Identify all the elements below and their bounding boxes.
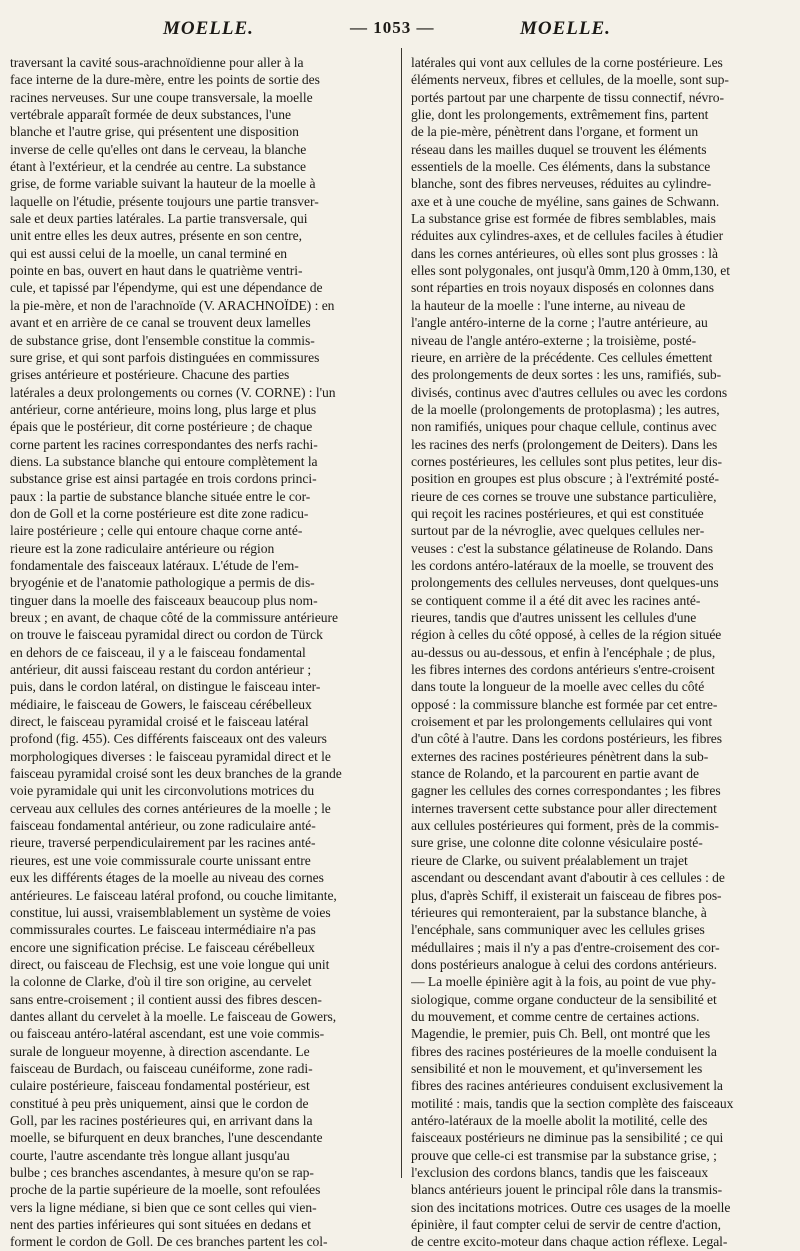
text-line: réduites aux cylindres-axes, et de cellules faciles à étudier	[411, 228, 724, 244]
text-line: antérieures. Le faisceau latéral profond, ou couche limitante,	[10, 887, 337, 903]
text-line: grise, de forme variable suivant la hauteur de la moelle à	[10, 176, 316, 192]
text-line: fondamentale des faisceaux latéraux. L'étude de l'em-	[10, 557, 299, 573]
text-line: stance de Rolando, et la parcourent en partie avant de	[411, 766, 699, 782]
text-line: traversant la cavité sous-arachnoïdienne pour aller à la	[10, 55, 304, 70]
text-line: rieure de Clarke, ou suivent préalablement un trajet	[411, 852, 688, 868]
text-line: — La moelle épinière agit à la fois, au point de vue phy-	[411, 974, 716, 990]
text-line: médiaire, le faisceau de Gowers, le faisceau cérébelleux	[10, 696, 312, 712]
text-line: vertébrale apparaît formée de deux substances, l'une	[10, 107, 292, 123]
text-line: d'un côté à l'autre. Dans les cordons postérieurs, les fibres	[411, 731, 723, 747]
text-line: rieures, tandis que d'autres unissent les cellules d'une	[411, 610, 697, 625]
text-line: épais que le postérieur, dit corne postérieure ; de chaque	[10, 419, 313, 435]
text-line: diens. La substance blanche qui entoure complètement la	[10, 453, 318, 469]
text-line: glie, dont les prolongements, extrêmement fins, partent	[411, 107, 709, 123]
text-line: ascendant ou descendant avant d'aboutir à ces cellules : de	[411, 870, 725, 886]
text-line: de la pie-mère, pénètrent dans l'organe, et forment un	[411, 124, 699, 140]
text-line: laire postérieure ; celle qui entoure chaque corne anté-	[10, 523, 303, 539]
text-line: les fibres internes des cordons antérieurs s'entre-croisent	[411, 662, 715, 678]
text-line: siologique, comme organe conducteur de la sensibilité et	[411, 991, 717, 1007]
text-line: elles sont polygonales, ont jusqu'à 0mm,120 à 0mm,130, et	[411, 263, 731, 279]
right-column	[411, 54, 789, 1251]
text-line: sure grise, et qui sont parfois distinguées en commissures	[10, 349, 320, 365]
text-line: motilité : mais, tandis que la section complète des faisceaux	[411, 1095, 734, 1111]
text-line: qui est aussi celui de la moelle, un canal terminé en	[10, 245, 288, 261]
text-line: prouve que celle-ci est transmise par la substance grise, ;	[411, 1147, 717, 1163]
text-line: croisement et par les prolongements cellulaires qui vont	[411, 714, 713, 730]
text-line: en dehors de ce faisceau, il y a le faisceau fondamental	[10, 644, 306, 660]
text-line: don de Goll et la corne postérieure est dite zone radicu-	[10, 505, 309, 521]
text-line: commissurales courtes. Le faisceau intermédiaire n'a pas	[10, 922, 316, 938]
text-line: on trouve le faisceau pyramidal direct ou cordon de Türck	[10, 627, 323, 643]
text-line: l'exclusion des cordons blancs, tandis que les faisceaux	[411, 1165, 709, 1180]
text-line: opposé : la commissure blanche est formée par cet entre-	[411, 696, 718, 712]
text-line: fibres des racines antérieures conduisent exclusivement la	[411, 1078, 723, 1094]
text-line: direct, ou faisceau de Flechsig, est une voie longue qui unit	[10, 956, 330, 972]
text-line: culaire postérieure, faisceau fondamental postérieur, est	[10, 1078, 310, 1094]
text-line: épinière, il faut compter celui de servir de centre d'action,	[411, 1217, 722, 1233]
text-line: antéro-latéraux de la moelle abolit la motilité, celle des	[411, 1112, 708, 1128]
running-header	[0, 8, 800, 39]
text-line: face interne de la dure-mère, entre les points de sortie des	[10, 72, 320, 88]
text-line: qui reçoit les racines postérieures, et qui est constituée	[411, 505, 704, 521]
text-line: sure grise, une colonne dite colonne vésiculaire posté-	[411, 835, 703, 851]
header-right-title: MOELLE.	[520, 18, 611, 39]
text-line: médullaires ; mais il n'y a pas d'entre-croisement des cor-	[411, 939, 720, 955]
text-line: latérales qui vont aux cellules de la corne postérieure. Les	[411, 55, 723, 70]
text-line: divisés, continus avec d'autres cellules ou avec les cordons	[411, 384, 728, 400]
text-line: prolongements des cellules nerveuses, dont quelques-uns	[411, 575, 719, 591]
text-line: rieure de ces cornes se trouve une substance particulière,	[411, 488, 717, 504]
text-line: la hauteur de la moelle : l'une interne, au niveau de	[411, 297, 686, 313]
text-line: blancs antérieurs jouent le principal rôle dans la transmis-	[411, 1182, 723, 1198]
text-line: dans toute la longueur de la moelle avec celles du côté	[411, 679, 705, 695]
text-line: pointe en bas, ouvert en haut dans le quatrième ventri-	[10, 263, 303, 279]
text-line: rieures, est une voie commissurale courte unissant entre	[10, 852, 311, 868]
text-line: eux les différents étages de la moelle au niveau des cornes	[10, 870, 324, 886]
text-line: térieures qui remonteraient, par la substance blanche, à	[411, 904, 707, 920]
text-line: les racines des nerfs (prolongement de Deiters). Dans les	[411, 436, 718, 452]
header-left-title: MOELLE.	[163, 18, 254, 39]
page-number: — 1053 —	[350, 18, 435, 37]
text-line: réseau dans les mailles duquel se trouvent les éléments	[411, 141, 707, 157]
text-line: faisceau pyramidal croisé sont les deux branches de la grande	[10, 766, 342, 782]
text-line: dantes allant du cervelet à la moelle. Le faisceau de Gowers,	[10, 1008, 337, 1024]
text-line: direct, le faisceau pyramidal croisé et le faisceau latéral	[10, 714, 309, 730]
text-line: inverse de celle qu'elles ont dans le cerveau, la blanche	[10, 141, 307, 157]
text-line: profond (fig. 455). Ces différents faisceaux ont des valeurs	[10, 731, 327, 747]
text-line: vers la ligne médiane, si bien que ce sont celles qui vien-	[10, 1199, 317, 1215]
text-line: blanche et l'autre grise, qui présentent une disposition	[10, 124, 299, 140]
text-line: des prolongements de deux sortes : les uns, ramifiés, sub-	[411, 367, 722, 383]
text-line: au-dessus ou au-dessous, et enfin à l'encéphale ; de plus,	[411, 644, 716, 660]
text-line: internes traversent cette substance pour aller directement	[411, 800, 717, 816]
text-line: laquelle on l'étudie, présente toujours une partie transver-	[10, 193, 319, 209]
text-line: non ramifiés, uniques pour chaque cellule, continus avec	[411, 419, 717, 435]
text-line: éléments nerveux, fibres et cellules, de la moelle, sont sup-	[411, 72, 729, 88]
text-line: externes des racines postérieures pénètrent dans la sub-	[411, 748, 709, 764]
text-line: sensibilité et non le mouvement, et qu'inversement les	[411, 1060, 703, 1076]
text-line: Magendie, le premier, puis Ch. Bell, ont montré que les	[411, 1026, 711, 1042]
text-line: antérieur, corne antérieure, moins long, plus large et plus	[10, 401, 317, 417]
text-line: constitué à peu près uniquement, ainsi que le cordon de	[10, 1095, 309, 1111]
text-line: unit entre elles les deux autres, présente en son centre,	[10, 228, 302, 244]
left-column	[10, 54, 392, 1251]
text-line: substance grise est ainsi partagée en trois cordons princi-	[10, 471, 317, 487]
text-line: plus, d'après Schiff, il existerait un faisceau de fibres pos-	[411, 887, 722, 903]
text-line: racines nerveuses. Sur une coupe transversale, la moelle	[10, 89, 313, 105]
text-line: ou faisceau antéro-latéral ascendant, est une voie commis-	[10, 1026, 325, 1042]
text-line: dons postérieurs analogue à celui des cordons antérieurs.	[411, 956, 717, 972]
text-line: grises antérieure et postérieure. Chacune des parties	[10, 367, 290, 383]
text-line: l'angle antéro-interne de la corne ; l'autre antérieure, au	[411, 315, 708, 331]
text-line: essentiels de la moelle. Ces éléments, dans la substance	[411, 159, 711, 175]
column-divider	[401, 48, 402, 1178]
text-line: blanche, sont des fibres nerveuses, réduites au cylindre-	[411, 176, 712, 192]
text-line: morphologiques diverses : le faisceau pyramidal direct et le	[10, 748, 331, 764]
text-line: latérales a deux prolongements ou cornes (V. CORNE) : l'un	[10, 384, 336, 400]
text-line: veuses : c'est la substance gélatineuse de Rolando. Dans	[411, 540, 714, 556]
text-line: antérieur, dit aussi faisceau restant du cordon antérieur ;	[10, 662, 312, 678]
text-line: tinguer dans la moelle des faisceaux beaucoup plus nom-	[10, 592, 318, 608]
text-line: nent des parties inférieures qui sont situées en dedans et	[10, 1217, 311, 1233]
text-line: sont réparties en trois noyaux disposés en colonnes dans	[411, 280, 715, 296]
text-line: les cordons antéro-latéraux de la moelle, se trouvent des	[411, 557, 714, 573]
text-line: forment le cordon de Goll. De ces branches partent les col-	[10, 1234, 328, 1250]
text-line: constitue, lui aussi, vraisemblablement un système de voies	[10, 904, 331, 920]
text-line: portés partout par une charpente de tissu connectif, névro-	[411, 89, 724, 105]
text-line: rieure est la zone radiculaire antérieure ou région	[10, 540, 275, 556]
text-line: aux cellules postérieures qui forment, près de la commis-	[411, 818, 719, 834]
text-line: niveau de l'angle antéro-externe ; la troisième, posté-	[411, 332, 697, 348]
text-line: la pie-mère, et non de l'arachnoïde (V. ARACHNOÏDE) : en	[10, 297, 335, 313]
text-line: bulbe ; ces branches ascendantes, à mesure qu'on se rap-	[10, 1165, 314, 1180]
text-line: région à celles du côté opposé, à celles de la région située	[411, 627, 722, 643]
text-line: sale et deux parties latérales. La partie transversale, qui	[10, 211, 308, 227]
text-line: rieure, traversé perpendiculairement par les racines anté-	[10, 835, 316, 851]
text-line: gagner les cellules des cornes correspondantes ; les fibres	[411, 783, 721, 799]
text-line: dans les cornes antérieures, où elles sont plus grosses : là	[411, 245, 718, 261]
text-line: se contiquent comme il a été dit avec les racines anté-	[411, 592, 701, 608]
text-line: de la moelle (prolongements de protoplasma) ; les autres,	[411, 401, 720, 417]
text-line: corne partent les racines correspondantes des nerfs rachi-	[10, 436, 318, 452]
text-line: sans entre-croisement ; il contient aussi des fibres descen-	[10, 991, 322, 1007]
text-line: faisceau de Burdach, ou faisceau cunéiforme, zone radi-	[10, 1060, 313, 1076]
text-line: voie pyramidale qui unit les circonvolutions motrices du	[10, 783, 315, 799]
text-line: puis, dans le cordon latéral, on distingue le faisceau inter-	[10, 679, 321, 695]
text-line: La substance grise est formée de fibres semblables, mais	[411, 211, 716, 227]
text-line: moelle, se bifurquent en deux branches, l'une descendante	[10, 1130, 323, 1146]
text-line: cornes postérieures, les cellules sont plus petites, leur dis-	[411, 453, 722, 469]
text-line: cule, et tapissé par l'épendyme, qui est une dépendance de	[10, 280, 323, 296]
text-line: rieure, en arrière de la précédente. Ces cellules émettent	[411, 349, 713, 365]
text-line: de substance grise, dont l'ensemble constitue la commis-	[10, 332, 315, 348]
text-line: axe et à une couche de myéline, sans gaines de Schwann.	[411, 193, 720, 209]
text-line: courte, l'autre ascendante très longue allant jusqu'au	[10, 1147, 290, 1163]
text-line: surtout par de la névroglie, avec quelques cellules ner-	[411, 523, 705, 539]
text-line: paux : la partie de substance blanche située entre le cor-	[10, 488, 311, 504]
text-line: faisceaux postérieurs ne diminue pas la sensibilité ; ce qui	[411, 1130, 724, 1146]
text-line: de centre excito-moteur dans chaque action réflexe. Legal-	[411, 1234, 728, 1250]
text-line: sion des incitations motrices. Outre ces usages de la moelle	[411, 1199, 731, 1215]
text-line: l'encéphale, sans communiquer avec les cellules grises	[411, 922, 705, 938]
text-line: proche de la partie supérieure de la moelle, sont refoulées	[10, 1182, 321, 1198]
text-line: étant à l'extérieur, et la cendrée au centre. La substance	[10, 159, 307, 175]
text-line: position en groupes est plus obscure ; à l'extrémité posté-	[411, 471, 719, 487]
text-line: encore une signification précise. Le faisceau cérébelleux	[10, 939, 315, 955]
text-line: faisceau fondamental antérieur, ou zone radiculaire anté-	[10, 818, 316, 834]
text-line: Goll, par les racines postérieures qui, en arrivant dans la	[10, 1112, 313, 1128]
text-line: la colonne de Clarke, d'où il tire son origine, au cervelet	[10, 974, 312, 990]
text-line: fibres des racines postérieures de la moelle conduisent la	[411, 1043, 717, 1059]
text-line: cerveau aux cellules des cornes antérieures de la moelle ; le	[10, 800, 331, 816]
text-line: bryogénie et de l'anatomie pathologique a permis de dis-	[10, 575, 315, 591]
text-line: avant et en arrière de ce canal se trouvent deux lamelles	[10, 315, 311, 331]
text-line: breux ; en avant, de chaque côté de la commissure antérieure	[10, 610, 339, 625]
text-line: surale de longueur moyenne, à direction ascendante. Le	[10, 1043, 310, 1059]
text-line: du mouvement, et comme centre de certaines actions.	[411, 1008, 700, 1024]
